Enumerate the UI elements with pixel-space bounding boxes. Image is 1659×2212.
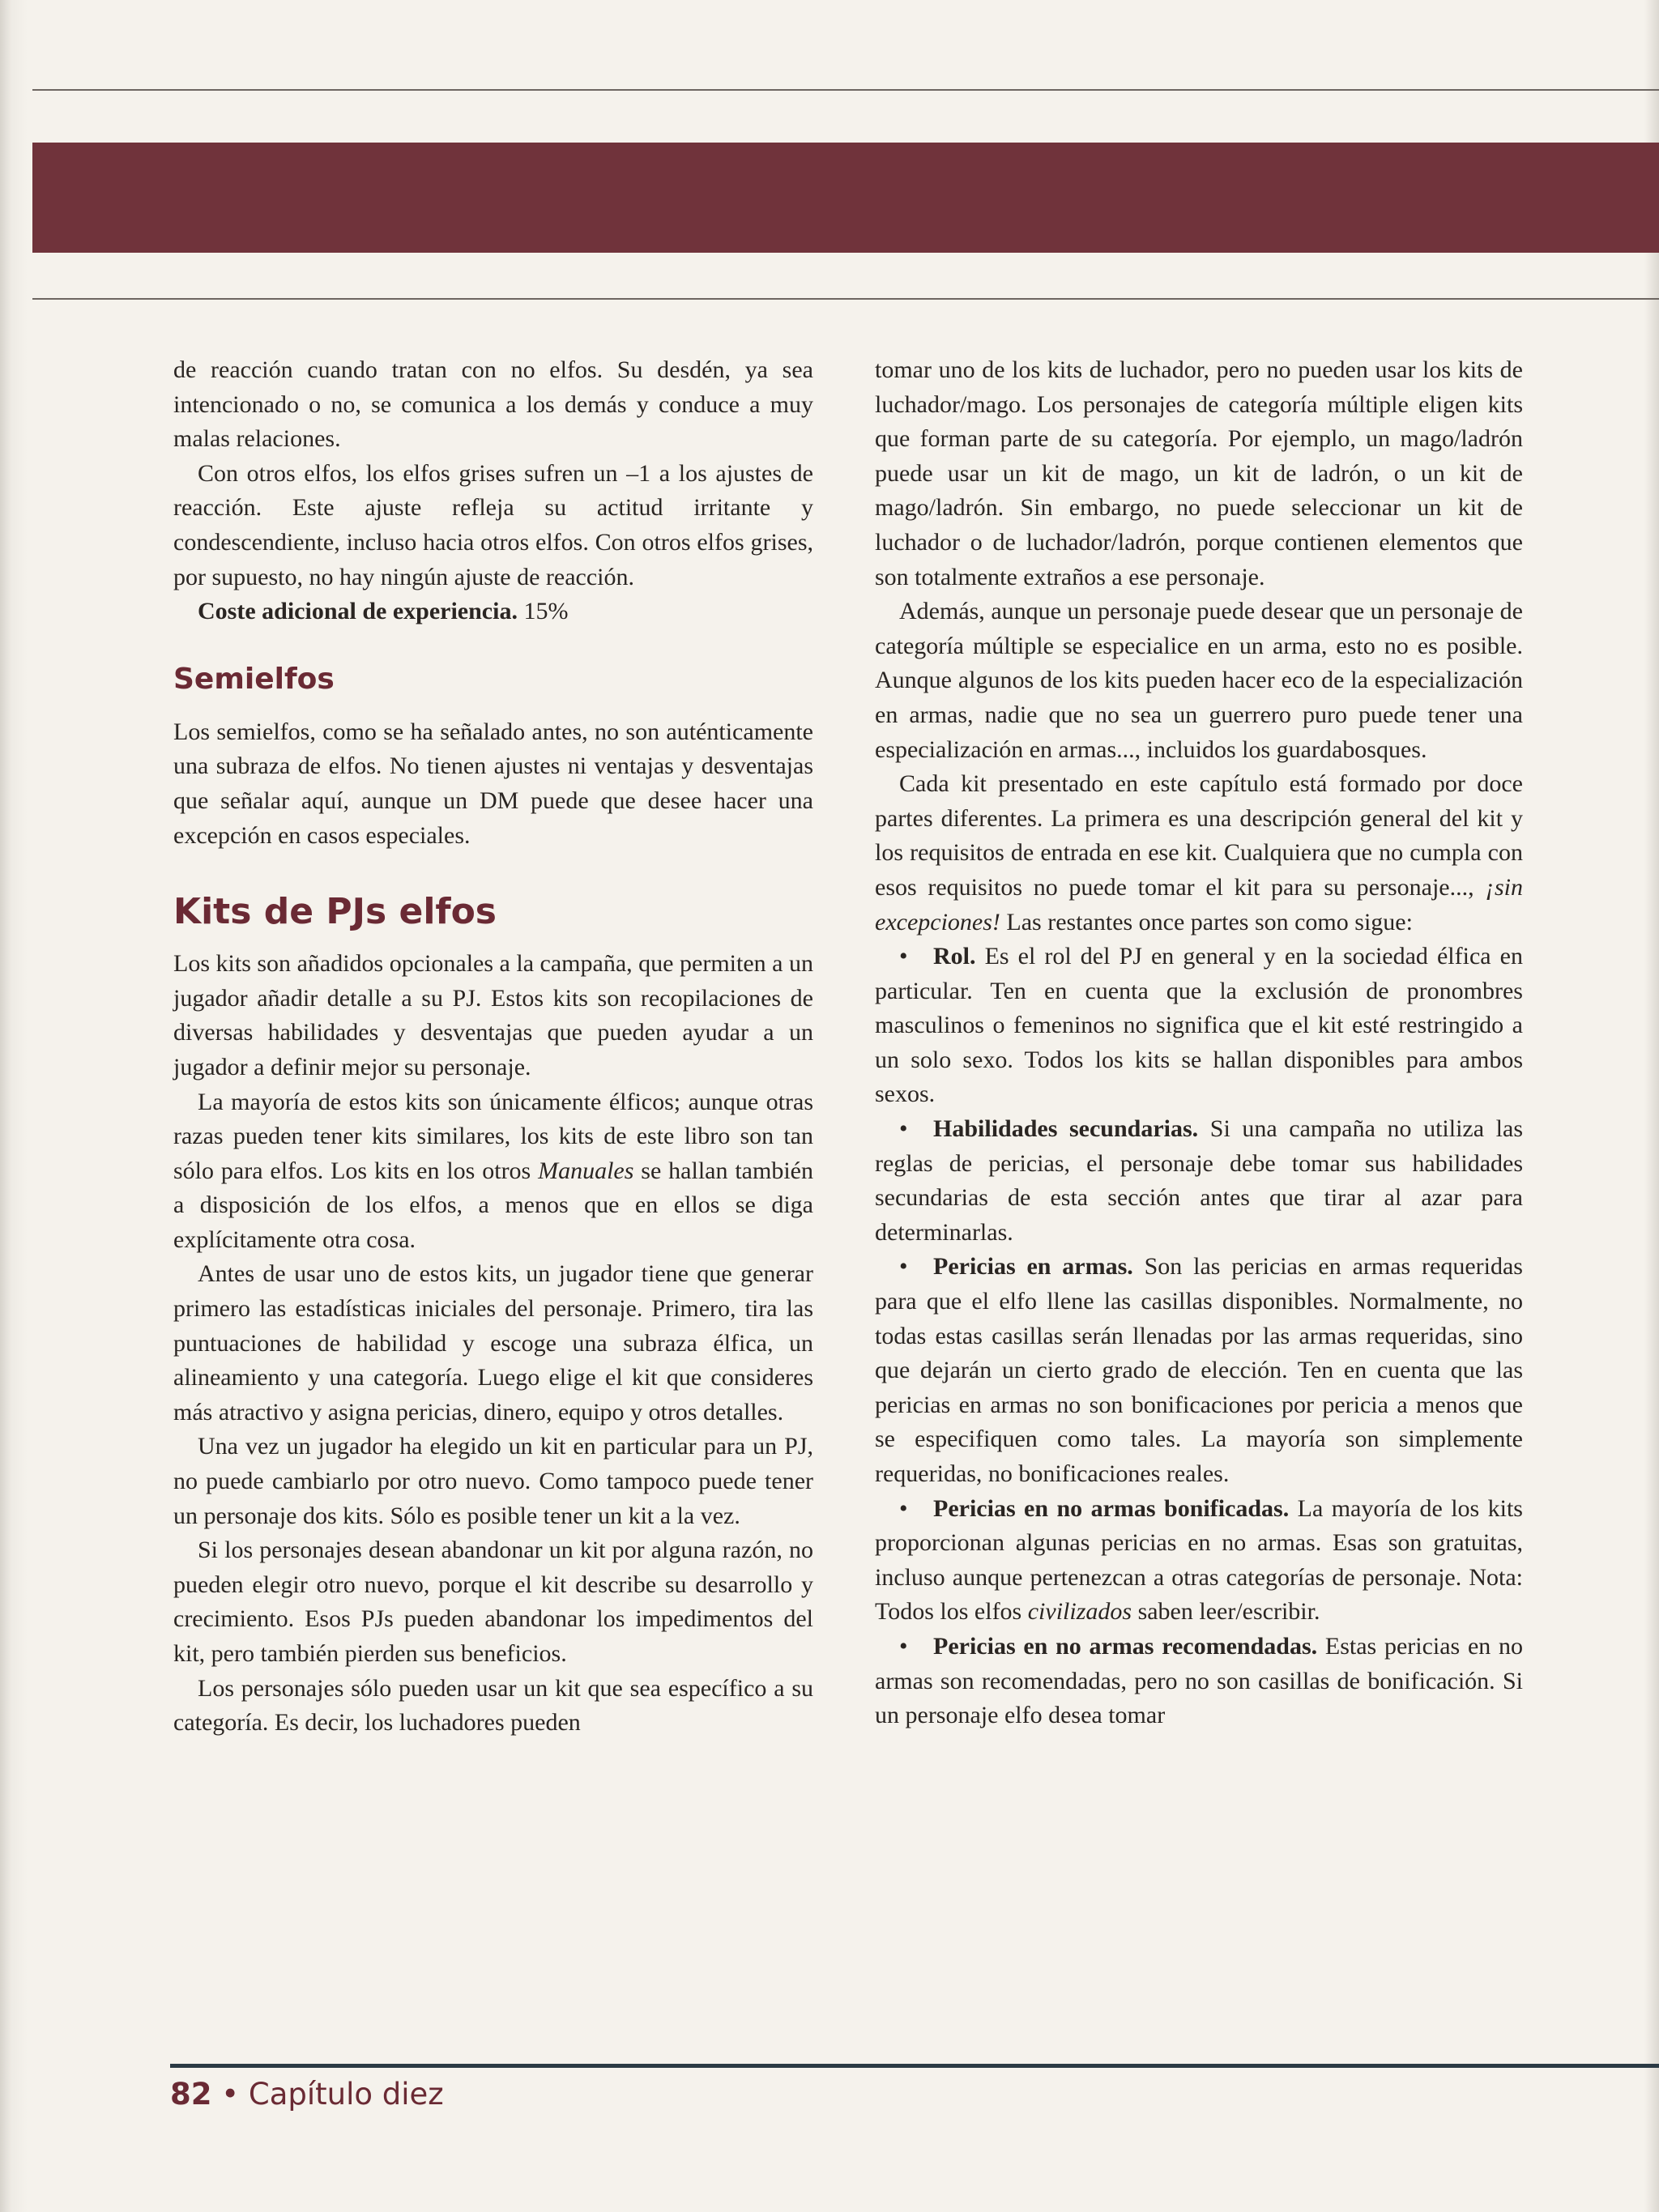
bullet-item-rol [875,940,1523,1112]
bullet-label: Pericias en no armas bonificadas. [933,1494,1290,1522]
bullet-text: Son las pericias en armas requeridas para que el elfo llene las casillas disponibles. Normalmente, no todas estas casillas serán llenadas por las armas requeridas, sino que dejarán un cierto grado de elección. Ten en cuenta que las pericias en armas no son bonificaciones por pericia a menos que se especifiquen como tales. La mayoría son simplemente requeridas, no bonificaciones reales. [875,1253,1523,1487]
bullet-text: Es el rol del PJ en general y en la sociedad élfica en particular. Ten en cuenta que la exclusión de pronombres masculinos o femeninos no significa que el kit esté restringido a un solo sexo. Todos los kits se hallan disponibles para ambos sexos. [875,943,1523,1108]
text-run: se hallan también a disposición de los elfos, a menos que en ellos se diga explícitamente otra cosa. [173,1157,813,1253]
heading-semielfos: Semielfos [173,662,335,696]
book-spine-shadow [0,0,28,2212]
bullet-icon: • [899,943,908,970]
paragraph: Los semielfos, como se ha señalado antes, no son auténticamente una subraza de elfos. No tienen ajustes ni ventajas y desventajas que señalar aquí, aunque un DM puede que desee hacer una excepción en casos especiales. [173,718,813,849]
bullet-label: Pericias en no armas recomendadas. [933,1632,1318,1660]
xp-cost-label: Coste adicional de experiencia. [198,598,518,625]
bullet-label: Habilidades secundarias. [933,1115,1199,1143]
paragraph: Si los personajes desean abandonar un kit por alguna razón, no pueden elegir otro nuevo, porque el kit describe su desarrollo y crecimiento. Esos PJs pueden abandonar los impedimentos del kit, pero también pierden sus beneficios. [173,1536,813,1667]
italic-run: ¡sin excepciones! [875,873,1523,936]
footer-rule [170,2064,1659,2068]
bullet-icon: • [899,1632,908,1660]
footer-separator: • [211,2077,249,2112]
paragraph: tomar uno de los kits de luchador, pero no pueden usar los kits de luchador/mago. Los personajes de categoría múltiple eligen kits que forman parte de su categoría. Por ejemplo, un mago/ladrón puede usar un kit de mago, un kit de ladrón, o un kit de mago/ladrón. Sin embargo, no puede seleccionar un kit de luchador o de luchador/ladrón, porque contienen elementos que son totalmente extraños a ese personaje. [875,356,1523,590]
page-footer [170,2070,444,2119]
paragraph: Antes de usar uno de estos kits, un jugador tiene que generar primero las estadísticas iniciales del personaje. Primero, tira las puntuaciones de habilidad y escoge una subraza élfica, un alineamiento y una categoría. Luego elige el kit que consideres más atractivo y asigna pericias, dinero, equipo y otros detalles. [173,1260,813,1426]
paragraph: Una vez un jugador ha elegido un kit en particular para un PJ, no puede cambiarlo por otro nuevo. Como tampoco puede tener un personaje dos kits. Sólo es posible tener un kit a la vez. [173,1433,813,1529]
header-rule-bottom [32,298,1659,300]
bullet-label: Pericias en armas. [933,1253,1133,1281]
left-column [173,353,813,1741]
bullet-item-pericias-armas [875,1250,1523,1491]
paragraph: Con otros elfos, los elfos grises sufren un –1 a los ajustes de reacción. Este ajuste refleja su actitud irritante y condescendiente, incluso hacia otros elfos. Con otros elfos grises, por supuesto, no hay ningún ajuste de reacción. [173,459,813,590]
chapter-title: Capítulo diez [248,2077,444,2112]
header-color-band [32,143,1659,253]
bullet-text: Estas pericias en no armas son recomendadas, pero no son casillas de bonificación. Si un personaje elfo desea tomar [875,1632,1523,1729]
paragraph: de reacción cuando tratan con no elfos. Su desdén, ya sea intencionado o no, se comunica a los demás y conduce a muy malas relaciones. [173,356,813,453]
bullet-item-pericias-bonificadas [875,1492,1523,1630]
paragraph: Además, aunque un personaje puede desear que un personaje de categoría múltiple se especialice en un arma, esto no es posible. Aunque algunos de los kits pueden hacer eco de la especialización en armas, nadie que no sea un guerrero puro puede tener una especialización en armas..., incluidos los guardabosques. [875,598,1523,763]
bullet-text: Si una campaña no utiliza las reglas de pericias, el personaje debe tomar sus habilidades secundarias de esta sección antes que tirar al azar para determinarlas. [875,1115,1523,1246]
paragraph: Los personajes sólo pueden usar un kit que sea específico a su categoría. Es decir, los luchadores pueden [173,1674,813,1737]
text-run: Cada kit presentado en este capítulo está formado por doce partes diferentes. La primera es una descripción general del kit y los requisitos de entrada en ese kit. Cualquiera que no cumpla con esos requisitos no puede tomar el kit para su personaje..., [875,770,1523,901]
right-column [875,353,1523,1733]
bullet-text: saben leer/escribir. [1132,1598,1320,1626]
xp-cost-line [173,595,813,629]
paragraph: Los kits son añadidos opcionales a la campaña, que permiten a un jugador añadir detalle a su PJ. Estos kits son recopilaciones de diversas habilidades y desventajas que pueden ayudar a un jugador a definir mejor su personaje. [173,950,813,1080]
bullet-text: La mayoría de los kits proporcionan algunas pericias en no armas. Esas son gratuitas, incluso aunque pertenezcan a otras categorías de personaje. Nota: Todos los elfos [875,1494,1523,1626]
page-number: 82 [170,2077,212,2112]
bullet-icon: • [899,1253,908,1281]
header-rule-top [32,89,1659,91]
bullet-item-pericias-recomendadas [875,1630,1523,1733]
heading-kits: Kits de PJs elfos [173,891,497,933]
text-run: Las restantes once partes son como sigue: [1000,908,1413,936]
paragraph [875,767,1523,940]
paragraph [173,1085,813,1258]
bullet-item-habilidades [875,1112,1523,1250]
italic-run: Manuales [538,1157,634,1184]
italic-run: civilizados [1027,1598,1132,1626]
bullet-label: Rol. [933,943,976,970]
bullet-icon: • [899,1115,908,1143]
page-edge-shadow [1644,0,1659,2212]
bullet-icon: • [899,1494,908,1522]
text-run: La mayoría de estos kits son únicamente élficos; aunque otras razas pueden tener kits similares, los kits de este libro son tan sólo para elfos. Los kits en los otros [173,1088,813,1184]
xp-cost-value: 15% [523,598,569,625]
